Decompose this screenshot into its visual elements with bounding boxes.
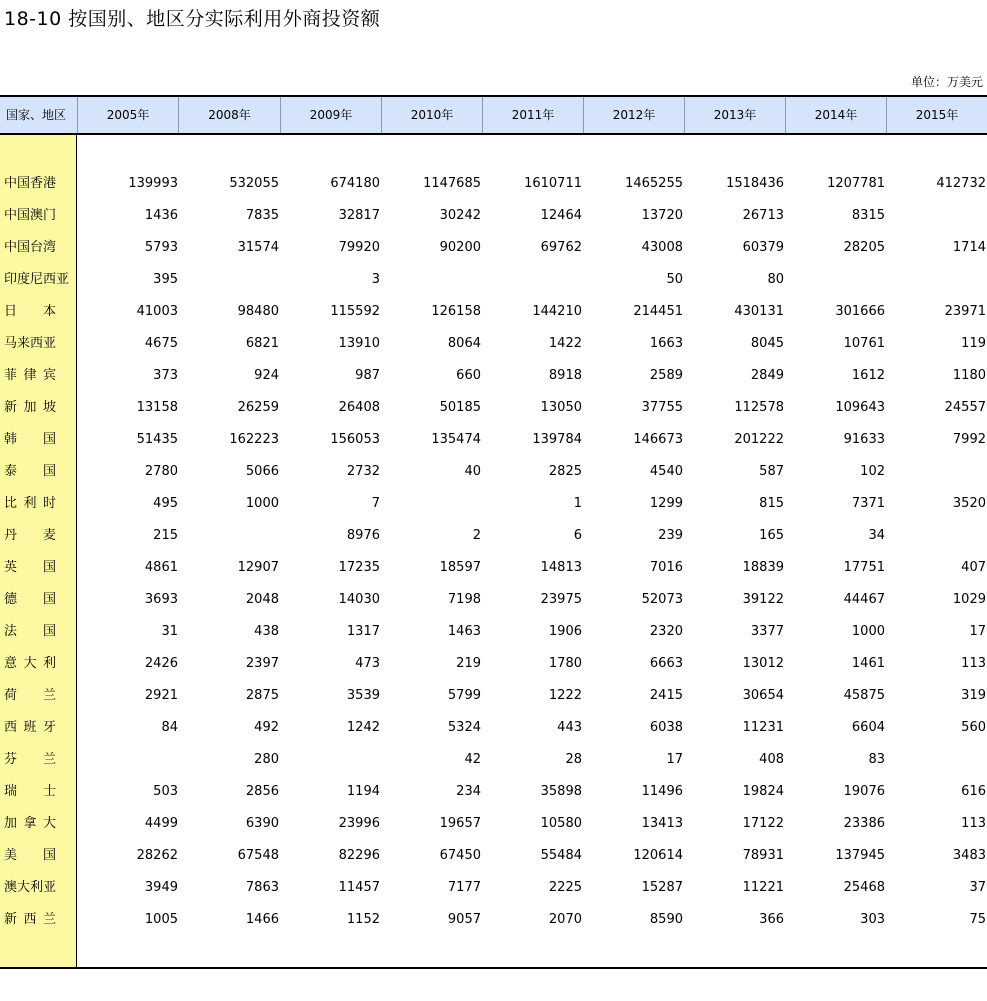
cell-value: 115592 (330, 304, 380, 319)
table-row (0, 616, 987, 648)
cell-value: 80 (767, 272, 784, 287)
row-region-name: 丹麦 (4, 528, 56, 543)
cell-value: 1663 (649, 336, 683, 351)
cell-value: 82296 (338, 848, 380, 863)
cell-value: 674180 (330, 176, 380, 191)
cell-value: 7198 (447, 592, 481, 607)
row-region-name: 新加坡 (4, 400, 56, 415)
cell-value: 660 (456, 368, 481, 383)
cell-value: 17 (666, 752, 683, 767)
cell-value: 75 (969, 912, 986, 927)
cell-value: 4499 (144, 816, 178, 831)
table-row (0, 392, 987, 424)
cell-value: 1147685 (423, 176, 481, 191)
cell-value: 815 (759, 496, 784, 511)
table-row (0, 360, 987, 392)
cell-value: 1180 (952, 368, 986, 383)
cell-value: 45875 (843, 688, 885, 703)
cell-value: 144210 (532, 304, 582, 319)
cell-value: 52073 (641, 592, 683, 607)
cell-value: 395 (153, 272, 178, 287)
row-region-name: 英国 (4, 560, 56, 575)
cell-value: 2048 (245, 592, 279, 607)
row-region-name: 日本 (4, 304, 56, 319)
cell-value: 37755 (641, 400, 683, 415)
cell-value: 11496 (641, 784, 683, 799)
table-bottom-border (0, 967, 987, 969)
cell-value: 1005 (144, 912, 178, 927)
cell-value: 2589 (649, 368, 683, 383)
cell-value: 31 (161, 624, 178, 639)
unit-label: 单位：万美元 (910, 75, 983, 89)
cell-value: 137945 (835, 848, 885, 863)
cell-value: 26259 (237, 400, 279, 415)
cell-value: 139784 (532, 432, 582, 447)
cell-value: 215 (153, 528, 178, 543)
cell-value: 443 (557, 720, 582, 735)
cell-value: 11457 (338, 880, 380, 895)
row-region-name: 瑞士 (4, 784, 56, 799)
cell-value: 78931 (742, 848, 784, 863)
cell-value (385, 488, 481, 520)
column-header-year: 2012年 (583, 97, 684, 133)
cell-value: 1422 (548, 336, 582, 351)
cell-value: 14030 (338, 592, 380, 607)
cell-value: 373 (153, 368, 178, 383)
cell-value: 12464 (540, 208, 582, 223)
cell-value: 28205 (843, 240, 885, 255)
cell-value: 28 (565, 752, 582, 767)
cell-value: 2921 (144, 688, 178, 703)
cell-value: 165 (759, 528, 784, 543)
cell-value: 1222 (548, 688, 582, 703)
cell-value: 2320 (649, 624, 683, 639)
cell-value: 1 (573, 496, 582, 511)
cell-value: 987 (355, 368, 380, 383)
cell-value: 113 (961, 656, 986, 671)
column-header-region: 国家、地区 (6, 108, 67, 122)
cell-value: 19824 (742, 784, 784, 799)
table-row (0, 680, 987, 712)
cell-value: 109643 (835, 400, 885, 415)
cell-value: 234 (456, 784, 481, 799)
cell-value: 2856 (245, 784, 279, 799)
cell-value: 408 (759, 752, 784, 767)
row-region-name: 澳大利亚 (4, 880, 57, 895)
table-row (0, 872, 987, 904)
cell-value: 119 (961, 336, 986, 351)
row-region-name: 意大利 (4, 656, 56, 671)
cell-value: 3949 (144, 880, 178, 895)
cell-value: 492 (254, 720, 279, 735)
table-row (0, 424, 987, 456)
cell-value: 83 (868, 752, 885, 767)
table-row (0, 296, 987, 328)
cell-value: 55484 (540, 848, 582, 863)
cell-value: 301666 (835, 304, 885, 319)
cell-value: 44467 (843, 592, 885, 607)
column-header-year: 2013年 (684, 97, 785, 133)
cell-value: 17 (969, 624, 986, 639)
cell-value: 24557 (944, 400, 986, 415)
cell-value: 112578 (734, 400, 784, 415)
cell-value: 5793 (144, 240, 178, 255)
cell-value: 2732 (346, 464, 380, 479)
cell-value: 7835 (245, 208, 279, 223)
cell-value: 1194 (346, 784, 380, 799)
cell-value: 18839 (742, 560, 784, 575)
cell-value: 98480 (237, 304, 279, 319)
cell-value: 42 (464, 752, 481, 767)
cell-value: 9057 (447, 912, 481, 927)
cell-value: 1152 (346, 912, 380, 927)
cell-value: 430131 (734, 304, 784, 319)
column-header-year: 2014年 (785, 97, 886, 133)
cell-value: 8590 (649, 912, 683, 927)
row-region-name: 新西兰 (4, 912, 56, 927)
cell-value: 40 (464, 464, 481, 479)
cell-value: 6 (573, 528, 582, 543)
cell-value: 6821 (245, 336, 279, 351)
cell-value: 13910 (338, 336, 380, 351)
cell-value: 26408 (338, 400, 380, 415)
page-title: 18-10 按国别、地区分实际利用外商投资额 (4, 8, 381, 30)
row-region-name: 比利时 (4, 496, 56, 511)
table-row (0, 520, 987, 552)
table-row (0, 232, 987, 264)
table-row (0, 840, 987, 872)
cell-value: 1465255 (625, 176, 683, 191)
cell-value: 139993 (128, 176, 178, 191)
cell-value: 201222 (734, 432, 784, 447)
cell-value: 214451 (633, 304, 683, 319)
cell-value: 13050 (540, 400, 582, 415)
cell-value: 8976 (346, 528, 380, 543)
cell-value: 1461 (851, 656, 885, 671)
cell-value: 23971 (944, 304, 986, 319)
cell-value (284, 744, 380, 776)
row-region-name: 加拿大 (4, 816, 56, 831)
cell-value: 79920 (338, 240, 380, 255)
cell-value: 50185 (439, 400, 481, 415)
cell-value: 120614 (633, 848, 683, 863)
cell-value: 35898 (540, 784, 582, 799)
table-row (0, 552, 987, 584)
column-header-year: 2011年 (482, 97, 583, 133)
table-row (0, 712, 987, 744)
cell-value (183, 520, 279, 552)
cell-value: 7177 (447, 880, 481, 895)
cell-value: 25468 (843, 880, 885, 895)
cell-value: 503 (153, 784, 178, 799)
cell-value: 2825 (548, 464, 582, 479)
table-row (0, 584, 987, 616)
cell-value: 5066 (245, 464, 279, 479)
cell-value: 1610711 (524, 176, 582, 191)
column-header-year: 2008年 (178, 97, 280, 133)
cell-value: 1612 (851, 368, 885, 383)
cell-value: 2780 (144, 464, 178, 479)
cell-value: 1000 (851, 624, 885, 639)
table-row (0, 648, 987, 680)
cell-value: 8315 (851, 208, 885, 223)
table-row (0, 744, 987, 776)
cell-value: 37 (969, 880, 986, 895)
cell-value (486, 264, 582, 296)
cell-value: 3377 (750, 624, 784, 639)
cell-value: 616 (961, 784, 986, 799)
cell-value: 7 (371, 496, 380, 511)
cell-value: 319 (961, 688, 986, 703)
cell-value: 15287 (641, 880, 683, 895)
cell-value: 587 (759, 464, 784, 479)
cell-value: 84 (161, 720, 178, 735)
cell-value: 924 (254, 368, 279, 383)
cell-value: 7992 (952, 432, 986, 447)
cell-value: 4675 (144, 336, 178, 351)
cell-value: 26713 (742, 208, 784, 223)
cell-value: 3483 (952, 848, 986, 863)
cell-value: 407 (961, 560, 986, 575)
column-header-year: 2015年 (886, 97, 987, 133)
cell-value: 1436 (144, 208, 178, 223)
cell-value: 8918 (548, 368, 582, 383)
cell-value: 12907 (237, 560, 279, 575)
cell-value: 239 (658, 528, 683, 543)
cell-value: 3539 (346, 688, 380, 703)
row-region-name: 芬兰 (4, 752, 56, 767)
cell-value: 60379 (742, 240, 784, 255)
cell-value: 2070 (548, 912, 582, 927)
cell-value: 7016 (649, 560, 683, 575)
cell-value: 17235 (338, 560, 380, 575)
cell-value: 1466 (245, 912, 279, 927)
cell-value: 41003 (136, 304, 178, 319)
cell-value: 10580 (540, 816, 582, 831)
cell-value: 3520 (952, 496, 986, 511)
cell-value: 31574 (237, 240, 279, 255)
cell-value: 11231 (742, 720, 784, 735)
cell-value: 13158 (136, 400, 178, 415)
cell-value: 1000 (245, 496, 279, 511)
cell-value: 1906 (548, 624, 582, 639)
cell-value (890, 520, 986, 552)
cell-value: 4861 (144, 560, 178, 575)
column-header-year: 2010年 (381, 97, 482, 133)
cell-value: 1207781 (827, 176, 885, 191)
cell-value: 6038 (649, 720, 683, 735)
cell-value: 23975 (540, 592, 582, 607)
row-region-name: 荷兰 (4, 688, 56, 703)
cell-value: 17751 (843, 560, 885, 575)
row-region-name: 西班牙 (4, 720, 56, 735)
cell-value: 23386 (843, 816, 885, 831)
table-row (0, 808, 987, 840)
cell-value: 18597 (439, 560, 481, 575)
cell-value: 156053 (330, 432, 380, 447)
table-header (0, 95, 987, 135)
cell-value: 366 (759, 912, 784, 927)
table-row (0, 264, 987, 296)
cell-value: 67548 (237, 848, 279, 863)
cell-value: 30242 (439, 208, 481, 223)
cell-value: 50 (666, 272, 683, 287)
column-header-year: 2005年 (77, 97, 178, 133)
table-row (0, 328, 987, 360)
cell-value: 19657 (439, 816, 481, 831)
cell-value (183, 264, 279, 296)
row-region-name: 中国澳门 (4, 208, 57, 223)
cell-value: 28262 (136, 848, 178, 863)
cell-value: 219 (456, 656, 481, 671)
table-row (0, 456, 987, 488)
cell-value: 303 (860, 912, 885, 927)
cell-value: 280 (254, 752, 279, 767)
cell-value: 162223 (229, 432, 279, 447)
cell-value: 14813 (540, 560, 582, 575)
row-region-name: 德国 (4, 592, 56, 607)
cell-value (890, 744, 986, 776)
cell-value: 495 (153, 496, 178, 511)
cell-value: 146673 (633, 432, 683, 447)
cell-value: 473 (355, 656, 380, 671)
cell-value: 7371 (851, 496, 885, 511)
cell-value: 3693 (144, 592, 178, 607)
cell-value: 19076 (843, 784, 885, 799)
table-row (0, 200, 987, 232)
cell-value: 532055 (229, 176, 279, 191)
cell-value: 69762 (540, 240, 582, 255)
cell-value: 34 (868, 528, 885, 543)
cell-value: 102 (860, 464, 885, 479)
cell-value: 2875 (245, 688, 279, 703)
cell-value: 2415 (649, 688, 683, 703)
cell-value: 6663 (649, 656, 683, 671)
row-region-name: 美国 (4, 848, 56, 863)
cell-value: 1029 (952, 592, 986, 607)
cell-value: 1780 (548, 656, 582, 671)
cell-value (82, 744, 178, 776)
row-region-name: 印度尼西亚 (4, 272, 70, 287)
cell-value (385, 264, 481, 296)
row-region-name: 中国香港 (4, 176, 57, 191)
cell-value: 1317 (346, 624, 380, 639)
cell-value (890, 200, 986, 232)
cell-value: 91633 (843, 432, 885, 447)
cell-value: 6604 (851, 720, 885, 735)
cell-value: 2 (472, 528, 481, 543)
cell-value: 32817 (338, 208, 380, 223)
cell-value (890, 456, 986, 488)
investment-table (0, 95, 987, 969)
row-region-name: 马来西亚 (4, 336, 57, 351)
row-region-name: 韩国 (4, 432, 56, 447)
cell-value: 2397 (245, 656, 279, 671)
table-row (0, 904, 987, 936)
cell-value: 17122 (742, 816, 784, 831)
cell-value: 8045 (750, 336, 784, 351)
cell-value: 438 (254, 624, 279, 639)
column-header-year: 2009年 (280, 97, 381, 133)
cell-value: 10761 (843, 336, 885, 351)
cell-value: 1463 (447, 624, 481, 639)
cell-value: 135474 (431, 432, 481, 447)
cell-value: 560 (961, 720, 986, 735)
cell-value: 8064 (447, 336, 481, 351)
row-region-name: 中国台湾 (4, 240, 57, 255)
cell-value: 51435 (136, 432, 178, 447)
cell-value: 1714 (952, 240, 986, 255)
cell-value: 13012 (742, 656, 784, 671)
row-region-name: 菲律宾 (4, 368, 56, 383)
cell-value: 5799 (447, 688, 481, 703)
cell-value: 13720 (641, 208, 683, 223)
cell-value: 1518436 (726, 176, 784, 191)
cell-value: 90200 (439, 240, 481, 255)
cell-value: 11221 (742, 880, 784, 895)
cell-value: 2426 (144, 656, 178, 671)
cell-value: 43008 (641, 240, 683, 255)
cell-value: 126158 (431, 304, 481, 319)
table-row (0, 776, 987, 808)
cell-value: 2849 (750, 368, 784, 383)
cell-value (789, 264, 885, 296)
cell-value: 7863 (245, 880, 279, 895)
cell-value (890, 264, 986, 296)
cell-value: 23996 (338, 816, 380, 831)
row-region-name: 泰国 (4, 464, 56, 479)
cell-value: 39122 (742, 592, 784, 607)
cell-value: 6390 (245, 816, 279, 831)
cell-value: 2225 (548, 880, 582, 895)
row-region-name: 法国 (4, 624, 56, 639)
cell-value: 67450 (439, 848, 481, 863)
cell-value: 5324 (447, 720, 481, 735)
cell-value: 1242 (346, 720, 380, 735)
cell-value: 30654 (742, 688, 784, 703)
cell-value: 412732 (936, 176, 986, 191)
cell-value: 1299 (649, 496, 683, 511)
cell-value: 13413 (641, 816, 683, 831)
cell-value: 113 (961, 816, 986, 831)
cell-value: 4540 (649, 464, 683, 479)
table-row (0, 168, 987, 200)
table-row (0, 488, 987, 520)
cell-value: 3 (371, 272, 380, 287)
